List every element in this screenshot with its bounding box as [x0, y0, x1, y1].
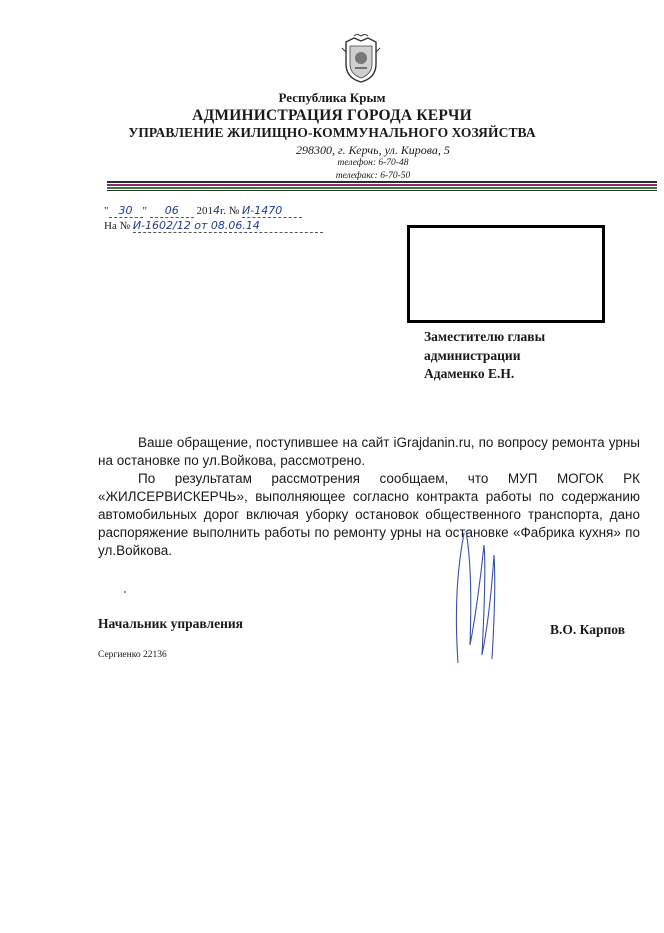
executor-note: Сергиенко 22136 — [98, 650, 167, 660]
coat-of-arms-emblem — [340, 34, 382, 84]
fax: телефакс: 6-70-50 — [335, 171, 411, 181]
reg-year-suffix: 4 — [213, 204, 220, 217]
addressee-line: Заместителю главы — [424, 329, 546, 344]
speck — [124, 591, 126, 593]
administration-name: АДМИНИСТРАЦИЯ ГОРОДА КЕРЧИ — [192, 107, 472, 124]
header-rule — [107, 184, 657, 186]
handwritten-signature — [440, 525, 510, 665]
reg-year-prefix: 201 — [196, 205, 213, 217]
reply-reference-line — [104, 219, 323, 233]
phone: телефон: 6-70-48 — [337, 158, 409, 168]
body-paragraph: Ваше обращение, поступившее на сайт iGrajdanin.ru, по вопросу ремонта урны на остановке по ул.Войкова, рассмотрено. — [98, 435, 640, 468]
reg-number: И-1470 — [242, 204, 302, 218]
reply-number: И-1602/12 от 08.06.14 — [133, 219, 323, 233]
reg-month: 06 — [150, 204, 194, 218]
signer-name: В.О. Карпов — [550, 622, 625, 637]
reply-prefix: На № — [104, 220, 131, 232]
header-rule — [107, 187, 657, 189]
addressee-line: администрации — [424, 347, 521, 363]
reg-day: 30 — [109, 204, 143, 218]
redacted-box — [407, 225, 605, 323]
department-name: УПРАВЛЕНИЕ ЖИЛИЩНО-КОММУНАЛЬНОГО ХОЗЯЙСТВА — [128, 125, 536, 140]
registration-date-line: " 30 " 06 2014г. № И-1470 — [104, 204, 302, 218]
republic-name: Республика Крым — [278, 90, 386, 105]
reg-year-tail: г. № — [220, 205, 240, 217]
address: 298300, г. Керчь, ул. Кирова, 5 — [296, 143, 450, 157]
addressee-block — [424, 328, 545, 384]
body-paragraph: По результатам рассмотрения сообщаем, что МУП МОГОК РК «ЖИЛСЕРВИСКЕРЧЬ», выполняющее согласно контракта работы по содержанию автомобильных дорог включая уборку остановок общественного транспорта, дано распоряжение выполнить работы по ремонту урны на остановке «Фабрика кухня» по ул.Войкова. — [98, 471, 640, 558]
addressee-line: Адаменко Е.Н. — [424, 366, 515, 381]
header-rule — [107, 181, 657, 183]
signer-title: Начальник управления — [98, 616, 243, 631]
header-rule — [107, 190, 657, 191]
